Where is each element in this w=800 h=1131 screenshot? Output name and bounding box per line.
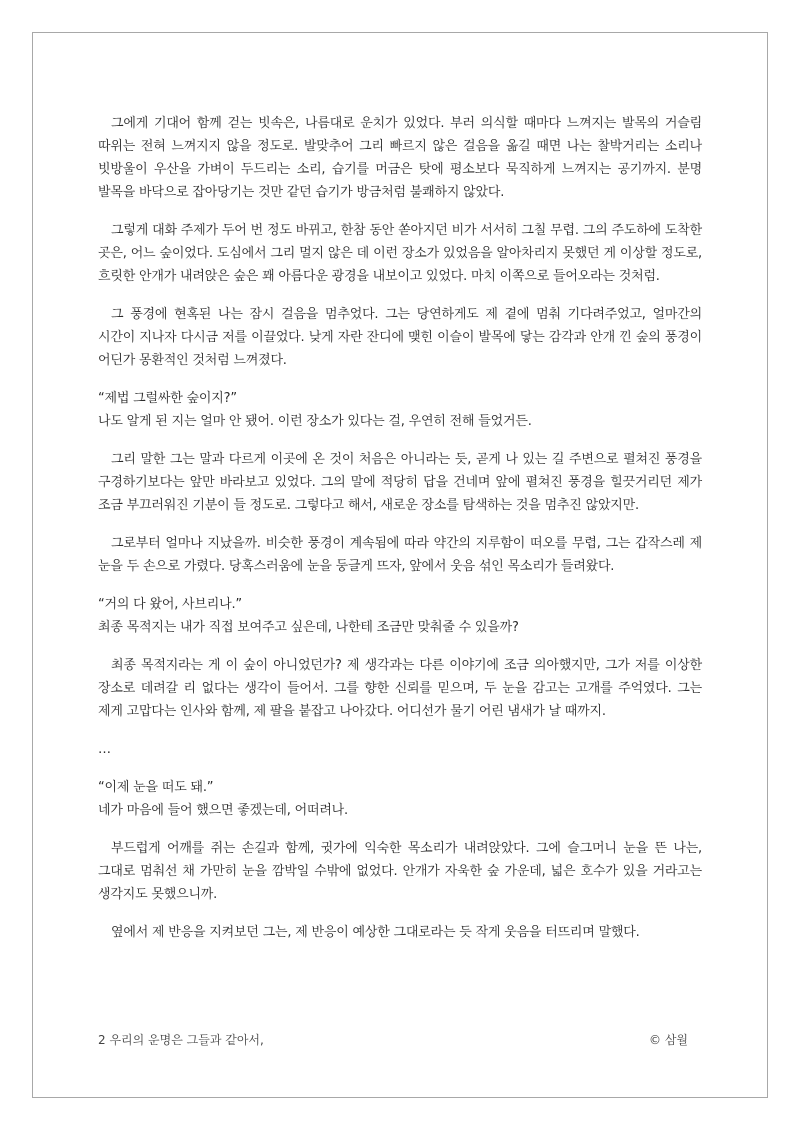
footer-copyright: © 삼월	[649, 1033, 688, 1047]
dialogue-block	[98, 387, 702, 433]
dialogue-block	[98, 776, 702, 822]
dialogue-quote: “이제 눈을 떠도 돼.”	[98, 780, 214, 795]
paragraph: 부드럽게 어깨를 쥐는 손길과 함께, 귓가에 익숙한 목소리가 내려앉았다. 그에 슬그머니 눈을 뜬 나는, 그대로 멈춰선 채 가만히 눈을 깜박일 수밖에 없었다. 안개가 자욱한 숲 가운데, 넓은 호수가 있을 거라고는 생각지도 못했으니까.	[98, 841, 702, 902]
dialogue-block	[98, 593, 702, 639]
paragraph: 그로부터 얼마나 지났을까. 비슷한 풍경이 계속됨에 따라 약간의 지루함이 떠오를 무렵, 그는 갑작스레 제 눈을 두 손으로 가렸다. 당혹스러움에 눈을 둥글게 뜨자, 앞에서 웃음 섞인 목소리가 들려왔다.	[98, 536, 702, 574]
footer-page-title: 2 우리의 운명은 그들과 같아서,	[98, 1033, 264, 1047]
paragraph: 그렇게 대화 주제가 두어 번 정도 바뀌고, 한참 동안 쏟아지던 비가 서서히 그칠 무렵. 그의 주도하에 도착한 곳은, 어느 숲이었다. 도심에서 그리 멀지 않은 데 이런 장소가 있었음을 알아차리지 못했던 게 이상할 정도로, 흐릿한 안개가 내려앉은 숲은 꽤 아름다운 광경을 내보이고 있었다. 마치 이쪽으로 들어오라는 것처럼.	[98, 223, 702, 284]
paragraph: 그리 말한 그는 말과 다르게 이곳에 온 것이 처음은 아니라는 듯, 곧게 나 있는 길 주변으로 펼쳐진 풍경을 구경하기보다는 앞만 바라보고 있었다. 그의 말에 적당히 답을 건네며 앞에 펼쳐진 풍경을 힐끗거리던 제가 조금 부끄러워진 기분이 들 정도로. 그렇다고 해서, 새로운 장소를 탐색하는 것을 멈추진 않았지만.	[98, 452, 702, 513]
paragraph: 그 풍경에 현혹된 나는 잠시 걸음을 멈추었다. 그는 당연하게도 제 곁에 멈춰 기다려주었고, 얼마간의 시간이 지나자 다시금 저를 이끌었다. 낮게 자란 잔디에 맺힌 이슬이 발목에 닿는 감각과 안개 낀 숲의 풍경이 어딘가 몽환적인 것처럼 느껴졌다.	[98, 307, 702, 368]
dialogue-line: 나도 알게 된 지는 얼마 안 됐어. 이런 장소가 있다는 걸, 우연히 전해 들었거든.	[98, 414, 532, 429]
scene-break: …	[98, 742, 111, 757]
paragraph: 옆에서 제 반응을 지켜보던 그는, 제 반응이 예상한 그대로라는 듯 작게 웃음을 터뜨리며 말했다.	[111, 925, 640, 940]
paragraph: 최종 목적지라는 게 이 숲이 아니었던가? 제 생각과는 다른 이야기에 조금 의아했지만, 그가 저를 이상한 장소로 데려갈 리 없다는 생각이 들어서. 그를 향한 신뢰를 믿으며, 두 눈을 감고는 고개를 주억였다. 그는 제게 고맙다는 인사와 함께, 제 팔을 붙잡고 나아갔다. 어디선가 물기 어린 냄새가 날 때까지.	[98, 658, 702, 719]
dialogue-line: 최종 목적지는 내가 직접 보여주고 싶은데, 나한테 조금만 맞춰줄 수 있을까?	[98, 620, 519, 635]
paragraph: 그에게 기대어 함께 걷는 빗속은, 나름대로 운치가 있었다. 부러 의식할 때마다 느껴지는 발목의 거슬림 따위는 전혀 느껴지지 않을 정도로. 발맞추어 그리 빠르지 않은 걸음을 옮길 때면 나는 찰박거리는 소리나 빗방울이 우산을 가벼이 두드리는 소리, 습기를 머금은 탓에 평소보다 묵직하게 느껴지는 공기까지. 분명 발목을 바닥으로 잡아당기는 것만 같던 습기가 방금처럼 불쾌하지 않았다.	[98, 116, 702, 200]
story-body	[98, 112, 702, 959]
dialogue-line: 네가 마음에 들어 했으면 좋겠는데, 어떠려나.	[98, 803, 348, 818]
dialogue-quote: “제법 그럴싸한 숲이지?”	[98, 391, 237, 406]
dialogue-quote: “거의 다 왔어, 사브리나.”	[98, 597, 242, 612]
